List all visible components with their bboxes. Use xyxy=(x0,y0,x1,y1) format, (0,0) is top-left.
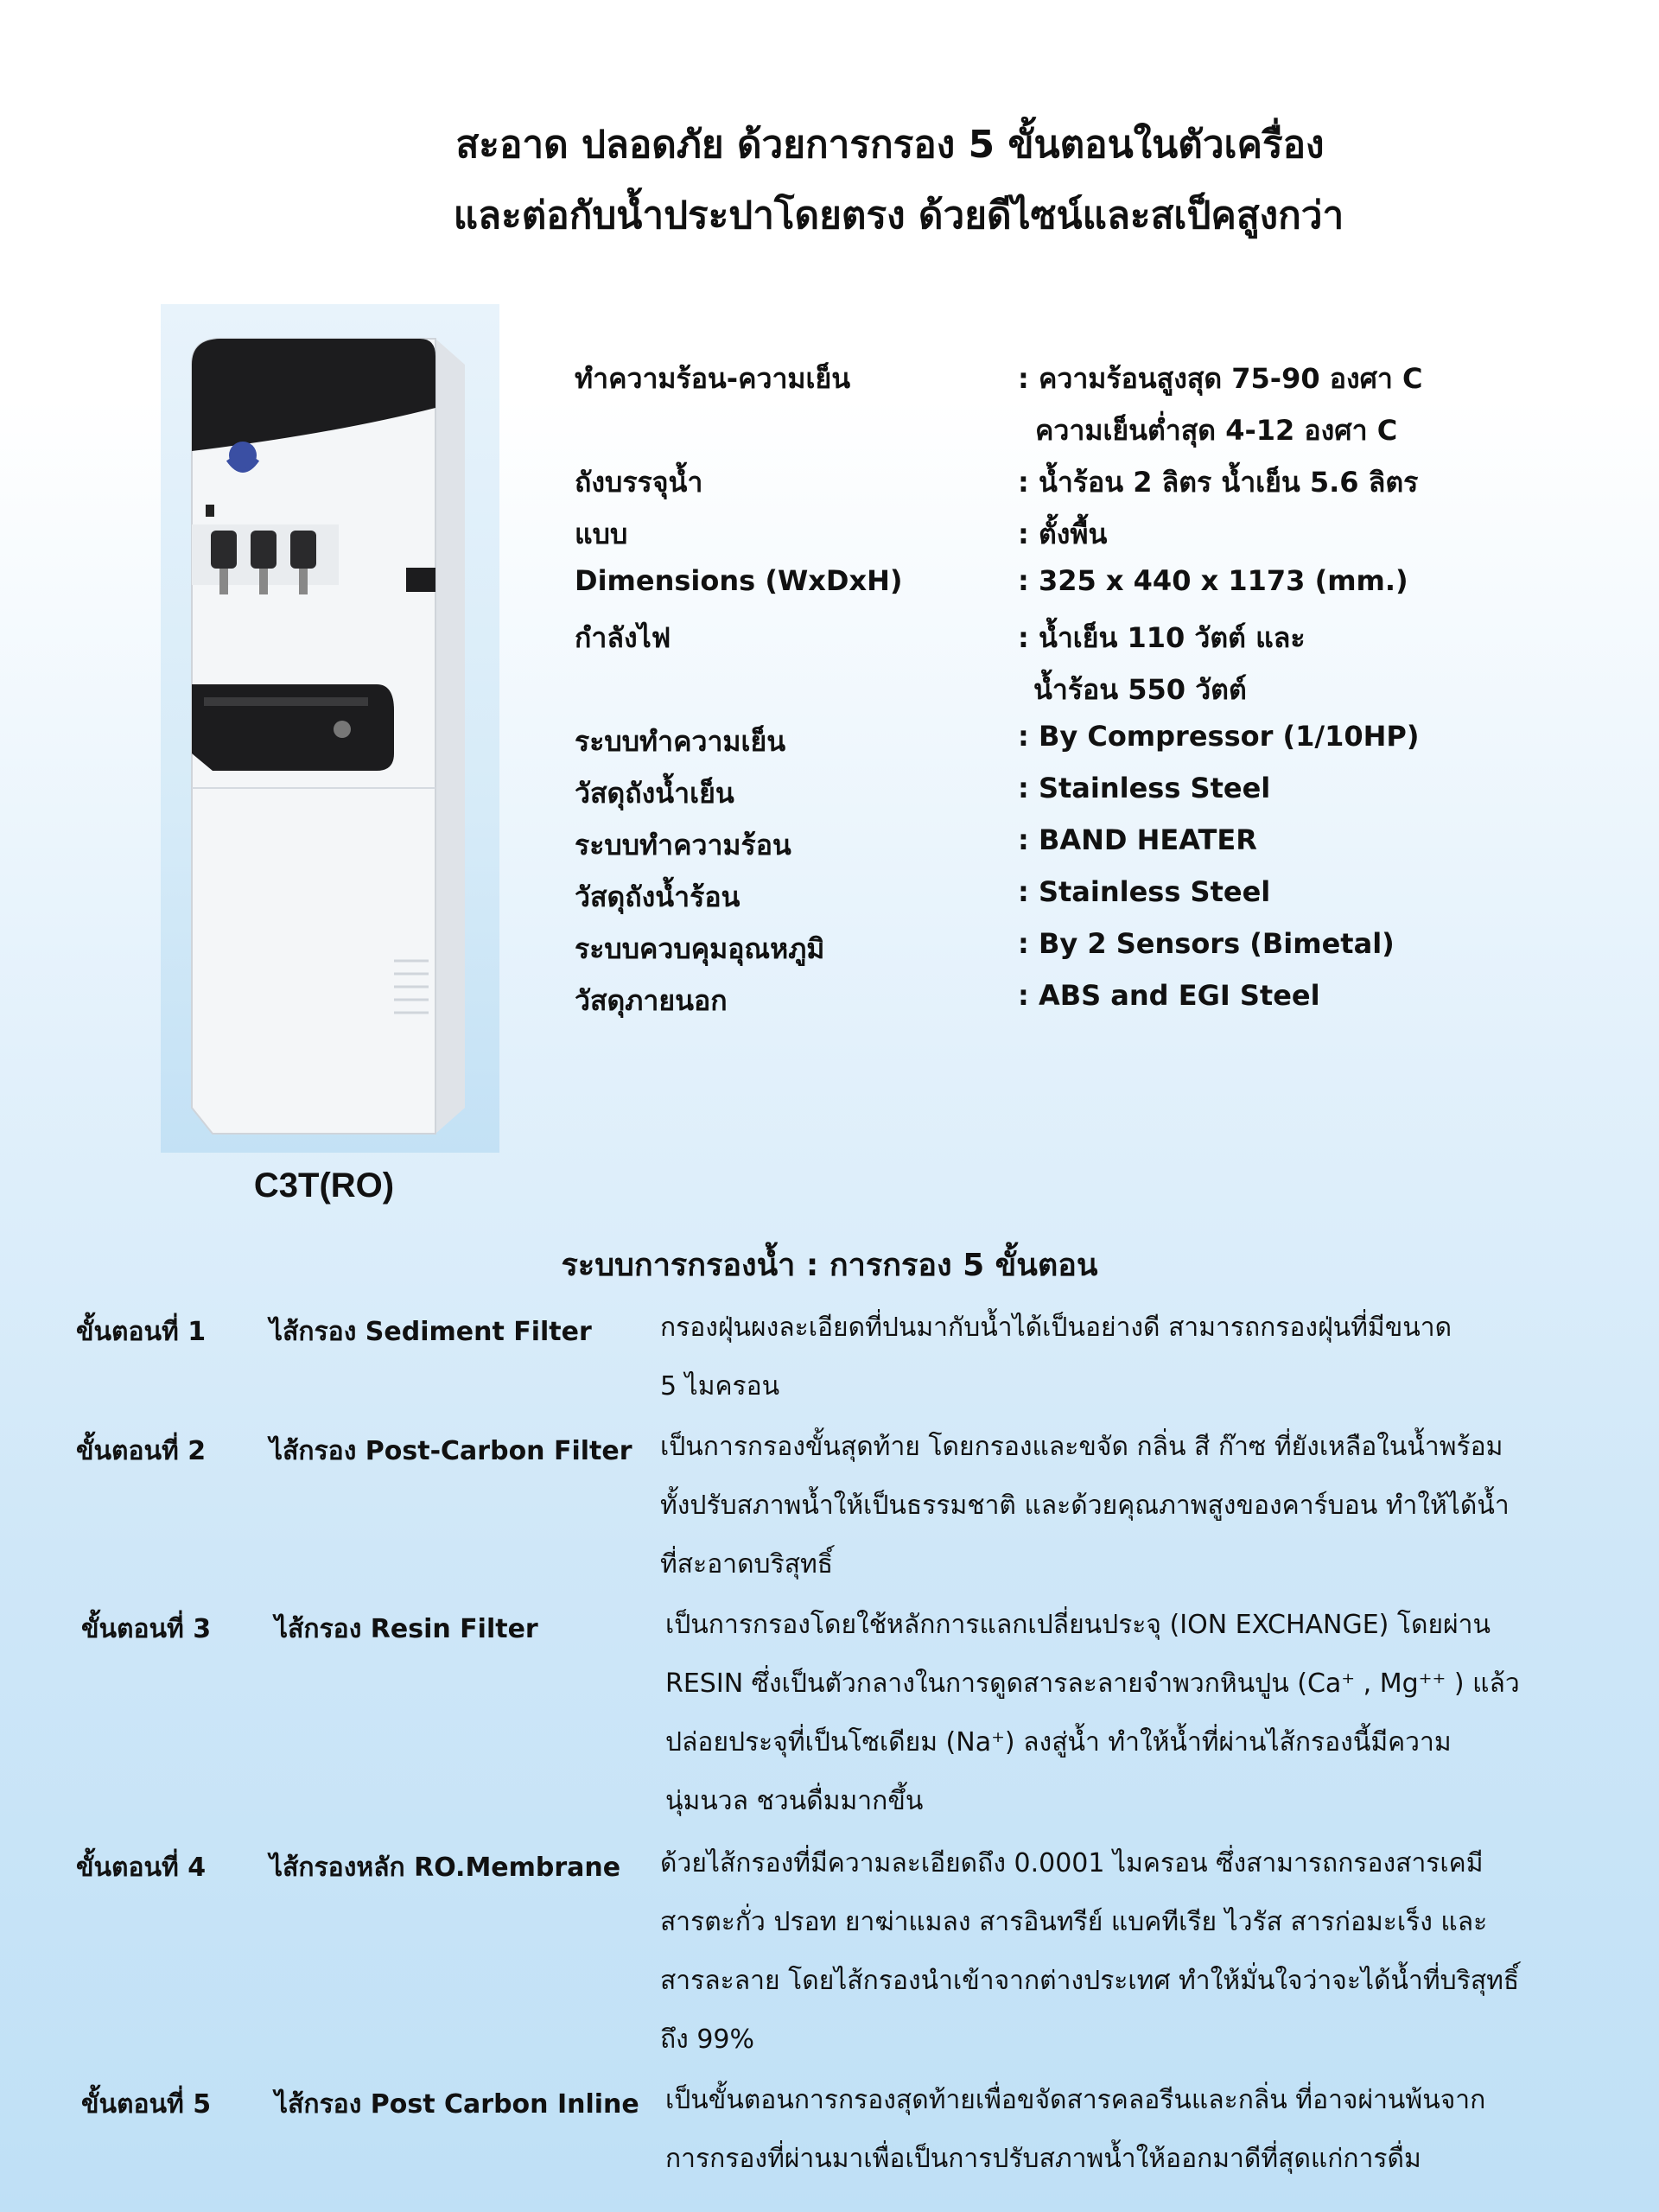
spec-value: : ตั้งพื้น xyxy=(1018,518,1108,550)
step-description-line: ที่สะอาดบริสุทธิ์ xyxy=(660,1549,834,1580)
step-description xyxy=(660,1418,1576,1594)
step-description-line: 5 ไมครอน xyxy=(660,1371,780,1402)
step-description-line: ปล่อยประจุที่เป็นโซเดียม (Na⁺) ลงสู่น้ำ ทำให้น้ำที่ผ่านไส้กรองนี้มีความ xyxy=(665,1727,1452,1758)
step-filter-name: ไส้กรอง Post-Carbon Filter xyxy=(270,1436,632,1466)
spec-value: ความเย็นต่ำสุด 4-12 องศา C xyxy=(1035,414,1398,447)
spec-value: : By Compressor (1/10HP) xyxy=(1018,720,1420,753)
product-image xyxy=(161,304,499,1153)
step-number: ขั้นตอนที่ 5 xyxy=(81,2089,212,2120)
step-description xyxy=(665,1596,1581,1831)
step-description-line: ทั้งปรับสภาพน้ำให้เป็นธรรมชาติ และด้วยคุณภาพสูงของคาร์บอน ทำให้ได้น้ำ xyxy=(660,1491,1510,1521)
step-description-line: ถึง 99% xyxy=(660,2024,755,2055)
spec-value: : ABS and EGI Steel xyxy=(1018,979,1320,1012)
spec-label: ระบบทำความเย็น xyxy=(575,725,786,758)
step-description-line: เป็นการกรองโดยใช้หลักการแลกเปลี่ยนประจุ (ION EXCHANGE) โดยผ่าน xyxy=(665,1610,1491,1640)
spec-label: วัสดุถังน้ำเย็น xyxy=(575,777,734,810)
step-description-line: RESIN ซึ่งเป็นตัวกลางในการดูดสารละลายจำพวกหินปูน (Ca⁺ , Mg⁺⁺ ) แล้ว xyxy=(665,1669,1520,1699)
step-number: ขั้นตอนที่ 1 xyxy=(76,1317,207,1347)
spec-label: วัสดุถังน้ำร้อน xyxy=(575,880,741,913)
taps-icon xyxy=(211,531,316,594)
step-number: ขั้นตอนที่ 4 xyxy=(76,1853,207,1883)
headline-line-2: และต่อกับน้ำประปาโดยตรง ด้วยดีไซน์และสเป็คสูงกว่า xyxy=(453,194,1344,238)
step-filter-name: ไส้กรองหลัก RO.Membrane xyxy=(270,1853,621,1883)
spec-label: แบบ xyxy=(575,518,628,550)
step-description-line: ด้วยไส้กรองที่มีความละเอียดถึง 0.0001 ไมครอน ซึ่งสามารถกรองสารเคมี xyxy=(660,1848,1484,1878)
step-description-line: กรองฝุ่นผงละเอียดที่ปนมากับน้ำได้เป็นอย่างดี สามารถกรองฝุ่นที่มีขนาด xyxy=(660,1313,1452,1343)
spec-value: : BAND HEATER xyxy=(1018,823,1257,856)
step-filter-name: ไส้กรอง Post Carbon Inline xyxy=(275,2089,639,2120)
spec-value: : Stainless Steel xyxy=(1018,772,1271,804)
spec-value: : น้ำเย็น 110 วัตต์ และ xyxy=(1018,621,1306,654)
step-filter-name: ไส้กรอง Sediment Filter xyxy=(270,1317,592,1347)
spec-value: : Stainless Steel xyxy=(1018,875,1271,908)
spec-label: ถังบรรจุน้ำ xyxy=(575,466,703,499)
step-description-line: เป็นขั้นตอนการกรองสุดท้ายเพื่อขจัดสารคลอรีนและกลิ่น ที่อาจผ่านพ้นจาก xyxy=(665,2085,1486,2115)
spec-value: : By 2 Sensors (Bimetal) xyxy=(1018,927,1395,960)
step-filter-name: ไส้กรอง Resin Filter xyxy=(275,1614,538,1644)
filter-section-heading: ระบบการกรองน้ำ : การกรอง 5 ขั้นตอน xyxy=(561,1248,1098,1283)
step-description-line: นุ่มนวล ชวนดื่มมากขึ้น xyxy=(665,1786,924,1816)
spec-value: : 325 x 440 x 1173 (mm.) xyxy=(1018,564,1408,597)
spec-label: กำลังไฟ xyxy=(575,621,671,654)
step-description xyxy=(660,1299,1576,1416)
step-description-line: สารตะกั่ว ปรอท ยาฆ่าแมลง สารอินทรีย์ แบคทีเรีย ไวรัส สารก่อมะเร็ง และ xyxy=(660,1907,1488,1937)
step-description xyxy=(660,1834,1576,2069)
step-number: ขั้นตอนที่ 3 xyxy=(81,1614,212,1644)
step-number: ขั้นตอนที่ 2 xyxy=(76,1436,207,1466)
step-description xyxy=(665,2071,1581,2189)
spec-label: วัสดุภายนอก xyxy=(575,984,728,1017)
spec-value: น้ำร้อน 550 วัตต์ xyxy=(1033,673,1247,706)
step-description-line: สารละลาย โดยไส้กรองนำเข้าจากต่างประเทศ ทำให้มั่นใจว่าจะได้น้ำที่บริสุทธิ์ xyxy=(660,1966,1520,1996)
spec-value: : น้ำร้อน 2 ลิตร น้ำเย็น 5.6 ลิตร xyxy=(1018,466,1419,499)
spec-label: ทำความร้อน-ความเย็น xyxy=(575,362,851,395)
spec-label: ระบบทำความร้อน xyxy=(575,829,791,861)
model-name: C3T(RO) xyxy=(253,1166,395,1205)
step-description-line: การกรองที่ผ่านมาเพื่อเป็นการปรับสภาพน้ำให้ออกมาดีที่สุดแก่การดื่ม xyxy=(665,2144,1421,2174)
spec-label: ระบบควบคุมอุณหภูมิ xyxy=(575,932,825,965)
step-description-line: เป็นการกรองขั้นสุดท้าย โดยกรองและขจัด กลิ่น สี ก๊าซ ที่ยังเหลือในน้ำพร้อม xyxy=(660,1432,1503,1462)
headline-line-1: สะอาด ปลอดภัย ด้วยการกรอง 5 ขั้นตอนในตัวเครื่อง xyxy=(455,123,1325,167)
spec-value: : ความร้อนสูงสุด 75-90 องศา C xyxy=(1018,362,1423,395)
water-dispenser-illustration xyxy=(161,304,499,1153)
spec-label: Dimensions (WxDxH) xyxy=(575,564,903,597)
